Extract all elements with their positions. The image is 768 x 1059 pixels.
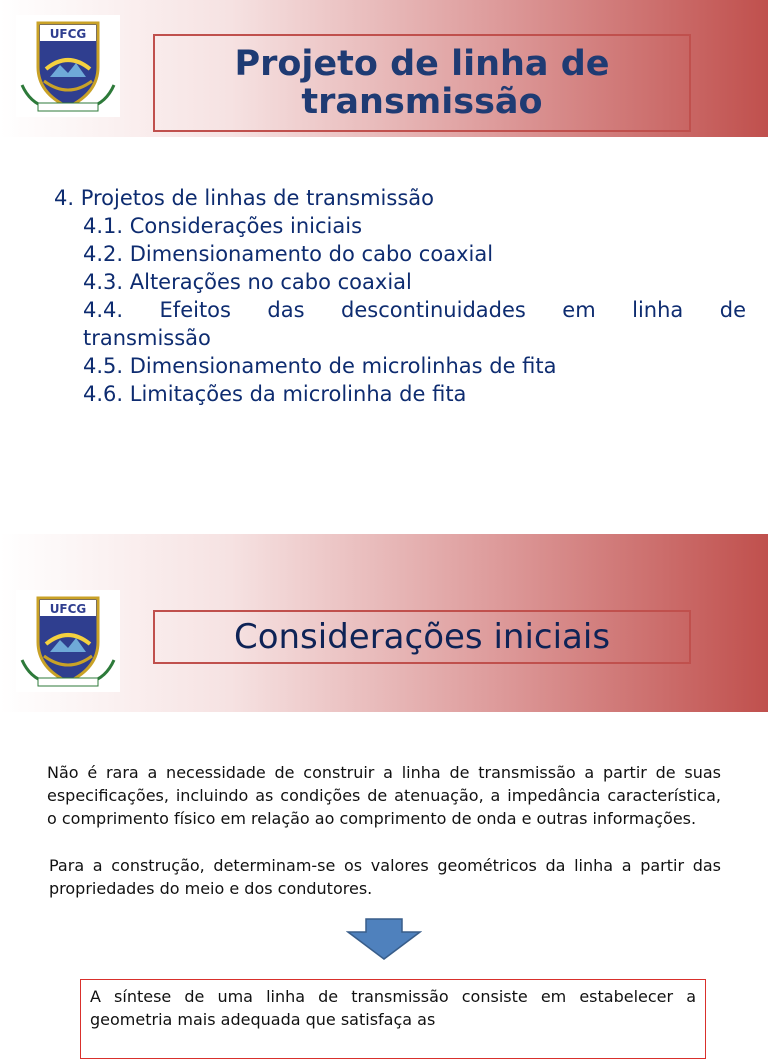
toc-item-4-2: 4.2. Dimensionamento do cabo coaxial [83,242,494,266]
down-arrow-icon [346,918,422,960]
slide-title [153,34,691,132]
slide-title-text: Projeto de linha de transmissão [234,44,610,122]
synthesis-box: A síntese de uma linha de transmissão consiste em estabelecer a geometria mais adequada que satisfaça as [80,979,706,1059]
toc-item-4-1: 4.1. Considerações iniciais [83,214,363,238]
slide-title [153,610,691,664]
toc-item-4-6: 4.6. Limitações da microlinha de fita [83,382,467,406]
paragraph-specifications: Não é rara a necessidade de construir a linha de transmissão a partir de suas especificações, incluindo as condições de atenuação, a impedância característica, o comprimento físico em relação ao comprimento de onda e outras informações. [47,763,721,828]
toc-item-4-3: 4.3. Alterações no cabo coaxial [83,270,412,294]
toc-item-4-5: 4.5. Dimensionamento de microlinhas de fita [83,354,557,378]
ufcg-shield-icon [16,590,120,692]
slide-header-band [0,534,768,712]
toc-item-4-4-line1: 4.4. Efeitos das descontinuidades em linha de [83,298,746,322]
toc-item-4-4 [54,296,746,352]
slide-2 [0,534,768,1029]
toc-item-4: 4. Projetos de linhas de transmissão [54,186,434,210]
ufcg-shield-icon [16,15,120,117]
table-of-contents [54,184,746,408]
slide-1 [0,0,768,520]
slide-header-band [0,0,768,137]
paragraph-construction: Para a construção, determinam-se os valores geométricos da linha a partir das propriedades do meio e dos condutores. [49,856,721,898]
ufcg-logo [16,590,120,692]
ufcg-logo [16,15,120,117]
toc-item-4-4-line2: transmissão [83,326,211,350]
svg-text:UFCG: UFCG [49,602,87,616]
svg-text:UFCG: UFCG [49,27,87,41]
slide-title-text: Considerações iniciais [233,617,611,657]
